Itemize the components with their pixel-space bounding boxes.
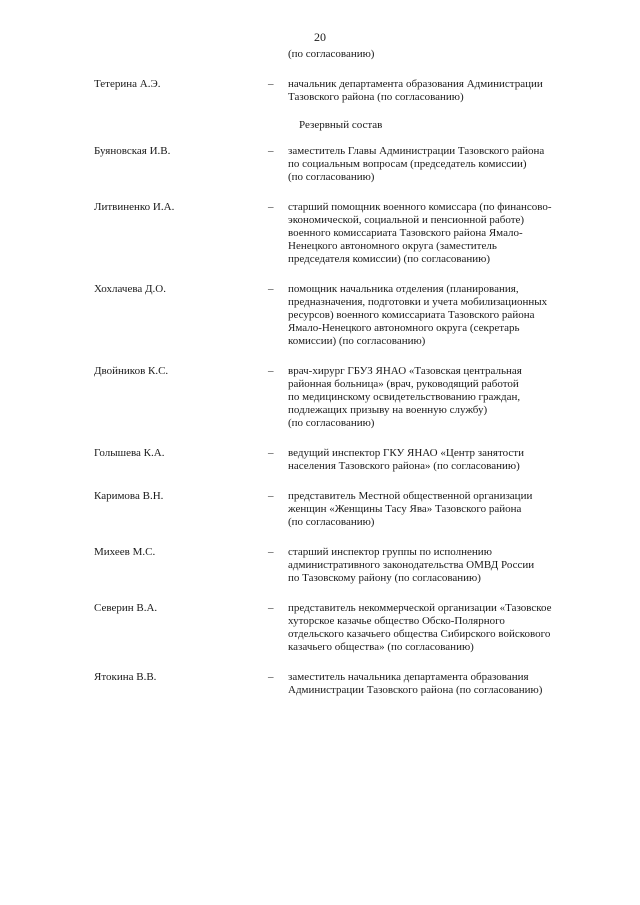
member-name: Двойников К.С. — [94, 365, 169, 377]
member-position — [288, 671, 608, 697]
member-entry — [0, 490, 640, 529]
dash-separator: – — [268, 671, 274, 683]
position-line: врач-хирург ГБУЗ ЯНАО «Тазовская центральная — [288, 365, 522, 377]
position-line: военного комиссариата Тазовского района Ямало- — [288, 227, 523, 239]
member-position — [288, 201, 608, 266]
position-line: помощник начальника отделения (планирования, — [288, 283, 519, 295]
member-position — [288, 78, 608, 104]
member-name: Северин В.А. — [94, 602, 158, 614]
member-entry — [0, 546, 640, 585]
page-number: 20 — [314, 30, 326, 44]
member-name: Голышева К.А. — [94, 447, 165, 459]
position-line: по Тазовскому району (по согласованию) — [288, 572, 481, 584]
member-name: Литвиненко И.А. — [94, 201, 175, 213]
member-position — [288, 365, 608, 430]
document-body — [0, 48, 640, 697]
position-line: старший помощник военного комиссара (по финансово- — [288, 201, 552, 213]
member-name: Буяновская И.В. — [94, 145, 171, 157]
position-line: заместитель Главы Администрации Тазовского района — [288, 145, 545, 157]
position-line: подлежащих призыву на военную службу) — [288, 404, 488, 416]
member-entry — [0, 78, 640, 104]
position-line: заместитель начальника департамента образования — [288, 671, 529, 683]
member-name: Каримова В.Н. — [94, 490, 164, 502]
position-line: по медицинскому освидетельствованию граждан, — [288, 391, 521, 403]
main-member-list — [0, 78, 640, 104]
member-entry — [0, 145, 640, 184]
member-entry — [0, 365, 640, 430]
position-line: административного законодательства ОМВД России — [288, 559, 535, 571]
position-line: (по согласованию) — [288, 171, 375, 183]
position-line: отдельского казачьего общества Сибирского войскового — [288, 628, 551, 640]
position-line: старший инспектор группы по исполнению — [288, 546, 492, 558]
dash-separator: – — [268, 447, 274, 459]
member-position — [288, 546, 608, 585]
dash-separator: – — [268, 602, 274, 614]
member-entry — [0, 602, 640, 654]
position-line: представитель некоммерческой организации «Тазовское — [288, 602, 552, 614]
position-line: женщин «Женщины Тасу Ява» Тазовского района — [288, 503, 522, 515]
reserve-member-list — [0, 145, 640, 697]
dash-separator: – — [268, 145, 274, 157]
position-line: ресурсов) военного комиссариата Тазовского района — [288, 309, 535, 321]
dash-separator: – — [268, 490, 274, 502]
member-position — [288, 602, 608, 654]
position-line: Ненецкого автономного округа (заместитель — [288, 240, 497, 252]
position-line: районная больница» (врач, руководящий работой — [288, 378, 519, 390]
dash-separator: – — [268, 546, 274, 558]
position-line: представитель Местной общественной организации — [288, 490, 533, 502]
section-heading-reserve: Резервный состав — [299, 119, 383, 131]
member-name: Тетерина А.Э. — [94, 78, 161, 90]
dash-separator: – — [268, 283, 274, 295]
position-line: (по согласованию) — [288, 516, 375, 528]
member-entry — [0, 447, 640, 473]
member-entry — [0, 283, 640, 348]
member-position — [288, 447, 608, 473]
member-name: Михеев М.С. — [94, 546, 156, 558]
dash-separator: – — [268, 201, 274, 213]
position-line: Администрации Тазовского района (по согласованию) — [288, 684, 543, 696]
member-position — [288, 490, 608, 529]
continuation-line: (по согласованию) — [288, 48, 375, 60]
position-line: казачьего общества» (по согласованию) — [288, 641, 474, 653]
position-line: (по согласованию) — [288, 417, 375, 429]
dash-separator: – — [268, 78, 274, 90]
dash-separator: – — [268, 365, 274, 377]
member-name: Хохлачева Д.О. — [94, 283, 166, 295]
position-line: предназначения, подготовки и учета мобилизационных — [288, 296, 548, 308]
member-entry — [0, 671, 640, 697]
position-line: экономической, социальной и пенсионной работе) — [288, 214, 525, 226]
position-line: ведущий инспектор ГКУ ЯНАО «Центр занятости — [288, 447, 524, 459]
position-line: председателя комиссии) (по согласованию) — [288, 253, 491, 265]
member-position — [288, 145, 608, 184]
position-line: начальник департамента образования Администрации — [288, 78, 543, 90]
position-line: хуторское казачье общество Обско-Полярного — [288, 615, 505, 627]
position-line: по социальным вопросам (председатель комиссии) — [288, 158, 527, 170]
position-line: Тазовского района (по согласованию) — [288, 91, 464, 103]
member-entry — [0, 201, 640, 266]
position-line: Ямало-Ненецкого автономного округа (секретарь — [288, 322, 520, 334]
member-name: Ятокина В.В. — [94, 671, 157, 683]
position-line: комиссии) (по согласованию) — [288, 335, 426, 347]
position-line: населения Тазовского района» (по согласованию) — [288, 460, 520, 472]
member-position — [288, 283, 608, 348]
